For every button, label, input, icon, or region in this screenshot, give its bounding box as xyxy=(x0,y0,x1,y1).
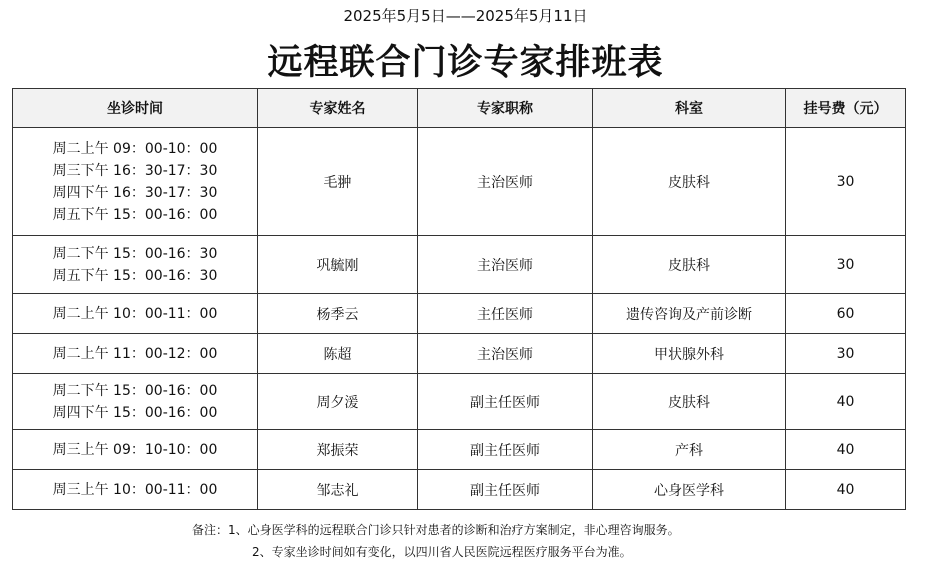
expert-name-cell: 巩毓刚 xyxy=(258,236,418,294)
expert-title-cell: 主任医师 xyxy=(418,294,593,334)
time-slot: 周五下午 15：00-16：00 xyxy=(52,206,218,223)
table-row xyxy=(13,374,906,430)
expert-name-cell: 杨季云 xyxy=(258,294,418,334)
time-cell xyxy=(13,128,258,236)
footnote-2: 2、专家坐诊时间如有变化，以四川省人民医院远程医疗服务平台为准。 xyxy=(252,545,632,559)
column-header-title: 专家职称 xyxy=(418,89,593,128)
date-range: 2025年5月5日——2025年5月11日 xyxy=(343,7,588,25)
department-cell: 遗传咨询及产前诊断 xyxy=(593,294,786,334)
page-title: 远程联合门诊专家排班表 xyxy=(267,43,664,83)
column-header-dept: 科室 xyxy=(593,89,786,128)
time-cell xyxy=(13,294,258,334)
time-cell xyxy=(13,374,258,430)
fee-cell: 40 xyxy=(786,374,906,430)
column-header-name: 专家姓名 xyxy=(258,89,418,128)
time-slot: 周二上午 10：00-11：00 xyxy=(52,305,218,322)
time-cell xyxy=(13,470,258,510)
schedule-table xyxy=(12,88,906,510)
expert-title-cell: 主治医师 xyxy=(418,236,593,294)
fee-cell: 60 xyxy=(786,294,906,334)
expert-name-cell: 郑振荣 xyxy=(258,430,418,470)
footnote-1: 备注：1、心身医学科的远程联合门诊只针对患者的诊断和治疗方案制定，非心理咨询服务。 xyxy=(192,523,680,537)
expert-title-cell: 副主任医师 xyxy=(418,430,593,470)
time-slot: 周四下午 15：00-16：00 xyxy=(52,404,218,421)
table-row xyxy=(13,294,906,334)
table-row xyxy=(13,470,906,510)
department-cell: 皮肤科 xyxy=(593,236,786,294)
department-cell: 甲状腺外科 xyxy=(593,334,786,374)
time-slot: 周三上午 09：10-10：00 xyxy=(52,441,218,458)
time-cell xyxy=(13,334,258,374)
table-header-row xyxy=(13,89,906,128)
footnotes xyxy=(192,519,680,563)
table-row xyxy=(13,430,906,470)
expert-title-cell: 主治医师 xyxy=(418,334,593,374)
time-cell xyxy=(13,430,258,470)
expert-name-cell: 邹志礼 xyxy=(258,470,418,510)
fee-cell: 30 xyxy=(786,334,906,374)
expert-name-cell: 毛翀 xyxy=(258,128,418,236)
expert-name-cell: 周夕湲 xyxy=(258,374,418,430)
department-cell: 心身医学科 xyxy=(593,470,786,510)
time-slot: 周三上午 10：00-11：00 xyxy=(52,481,218,498)
time-slot: 周二下午 15：00-16：30 xyxy=(52,245,218,262)
table-row xyxy=(13,334,906,374)
table-row xyxy=(13,128,906,236)
time-slot: 周二上午 09：00-10：00 xyxy=(52,140,218,157)
time-slot: 周四下午 16：30-17：30 xyxy=(52,184,218,201)
department-cell: 皮肤科 xyxy=(593,374,786,430)
department-cell: 产科 xyxy=(593,430,786,470)
column-header-fee: 挂号费（元） xyxy=(786,89,906,128)
fee-cell: 40 xyxy=(786,470,906,510)
time-slot: 周五下午 15：00-16：30 xyxy=(52,267,218,284)
fee-cell: 40 xyxy=(786,430,906,470)
time-slot: 周三下午 16：30-17：30 xyxy=(52,162,218,179)
expert-title-cell: 副主任医师 xyxy=(418,374,593,430)
expert-name-cell: 陈超 xyxy=(258,334,418,374)
expert-title-cell: 副主任医师 xyxy=(418,470,593,510)
fee-cell: 30 xyxy=(786,236,906,294)
fee-cell: 30 xyxy=(786,128,906,236)
table-row xyxy=(13,236,906,294)
department-cell: 皮肤科 xyxy=(593,128,786,236)
column-header-time: 坐诊时间 xyxy=(13,89,258,128)
time-cell xyxy=(13,236,258,294)
expert-title-cell: 主治医师 xyxy=(418,128,593,236)
time-slot: 周二下午 15：00-16：00 xyxy=(52,382,218,399)
time-slot: 周二上午 11：00-12：00 xyxy=(52,345,218,362)
